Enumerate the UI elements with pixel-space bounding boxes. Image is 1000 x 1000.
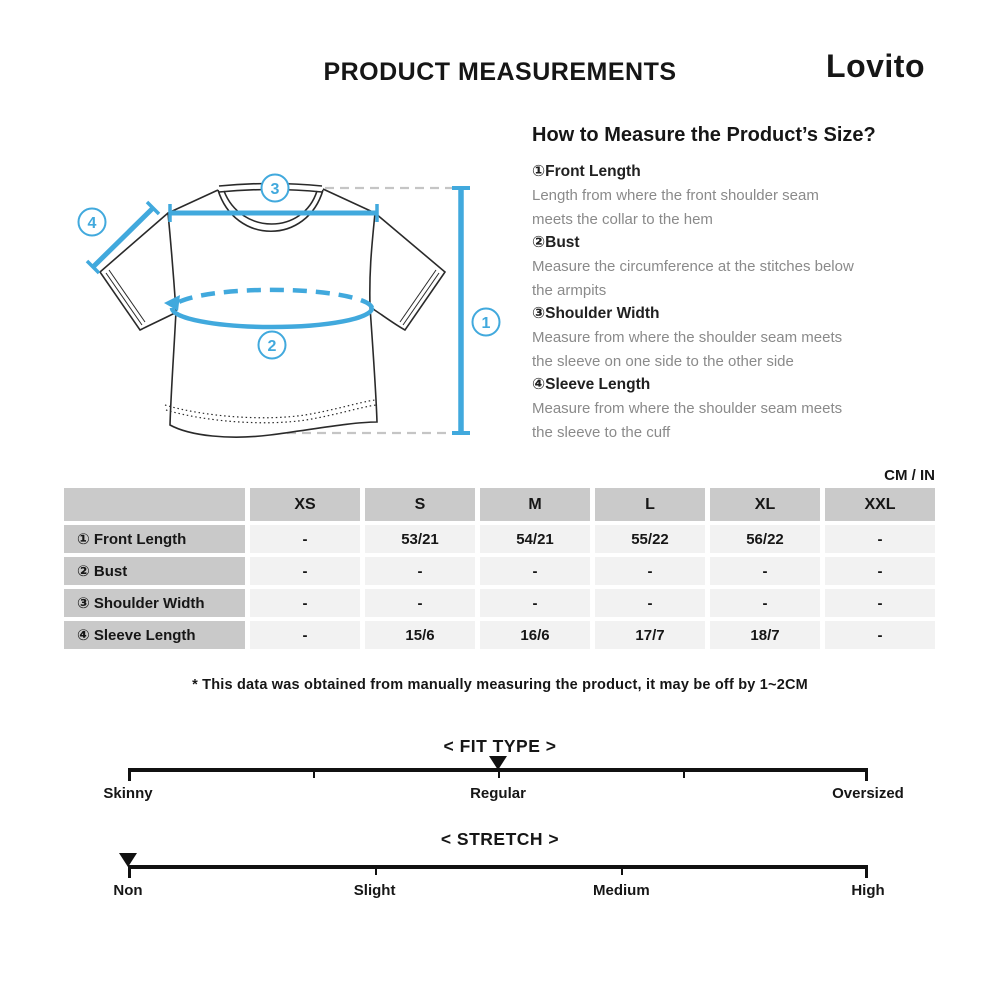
marker-1-label: 1 xyxy=(481,315,491,332)
table-cell: - xyxy=(250,525,360,553)
item-label: ①Front Length xyxy=(532,163,641,180)
how-to-measure-section xyxy=(532,124,952,444)
row-label-front-length: ① Front Length xyxy=(64,525,245,553)
table-cell: - xyxy=(825,525,935,553)
table-cell: 15/6 xyxy=(365,621,475,649)
stretch-tick xyxy=(375,865,377,875)
table-cell: 16/6 xyxy=(480,621,590,649)
item-description-line: Measure the circumference at the stitches below xyxy=(532,258,854,275)
how-to-item-front-length xyxy=(532,160,952,231)
item-description-line: Length from where the front shoulder seam xyxy=(532,187,819,204)
item-description-line: Measure from where the shoulder seam meets xyxy=(532,400,843,417)
table-cell: - xyxy=(250,589,360,617)
stretch-title: < STRETCH > xyxy=(440,829,560,849)
table-cell: - xyxy=(480,589,590,617)
fit-type-title: < FIT TYPE > xyxy=(443,736,557,756)
table-cell: - xyxy=(250,621,360,649)
table-cell: - xyxy=(595,589,705,617)
table-cell: - xyxy=(365,557,475,585)
table-cell: - xyxy=(480,557,590,585)
item-description-line: the armpits xyxy=(532,281,607,299)
table-cell: - xyxy=(825,621,935,649)
fit-type-tick xyxy=(683,768,685,778)
table-cell: - xyxy=(825,589,935,617)
column-header-xl: XL xyxy=(710,488,820,521)
marker-2-label: 2 xyxy=(267,338,277,355)
stretch-label-non: Non xyxy=(113,882,143,899)
column-header-s: S xyxy=(365,488,475,521)
stretch-scale-line xyxy=(128,865,868,869)
how-to-item-shoulder-width xyxy=(532,302,952,373)
fit-type-tick xyxy=(313,768,315,778)
how-to-item-bust xyxy=(532,231,952,302)
page-title: PRODUCT MEASUREMENTS xyxy=(323,58,677,86)
stretch-label-slight: Slight xyxy=(353,882,396,899)
fit-type-scale xyxy=(103,768,904,808)
fit-type-tick xyxy=(865,768,868,781)
marker-4-label: 4 xyxy=(87,215,97,232)
table-cell: 54/21 xyxy=(480,525,590,553)
table-cell: 55/22 xyxy=(595,525,705,553)
item-description-line: Measure from where the shoulder seam meets xyxy=(532,329,843,346)
fit-type-label-skinny: Skinny xyxy=(103,785,153,802)
table-cell: - xyxy=(710,557,820,585)
table-cell: 18/7 xyxy=(710,621,820,649)
tshirt-measurement-diagram xyxy=(55,150,515,470)
item-label: ③Shoulder Width xyxy=(532,305,660,322)
right-sleeve xyxy=(370,213,445,330)
stretch-tick xyxy=(621,865,623,875)
fit-type-tick xyxy=(128,768,131,781)
item-description-line: the sleeve to the cuff xyxy=(532,423,671,441)
column-header-xxl: XXL xyxy=(825,488,935,521)
fit-type-marker-triangle xyxy=(489,756,507,770)
item-label: ②Bust xyxy=(532,234,580,251)
brand-logo: Lovito xyxy=(826,48,925,84)
stretch-scale xyxy=(113,865,885,905)
tshirt-outline xyxy=(100,184,445,438)
item-description-line: meets the collar to the hem xyxy=(532,210,713,228)
row-label-sleeve-length: ④ Sleeve Length xyxy=(64,621,245,649)
column-header-m: M xyxy=(480,488,590,521)
stretch-tick xyxy=(865,865,868,878)
measurement-disclaimer: * This data was obtained from manually measuring the product, it may be off by 1~2CM xyxy=(192,677,808,693)
column-header-xs: XS xyxy=(250,488,360,521)
how-to-item-sleeve-length xyxy=(532,373,952,444)
table-cell: - xyxy=(250,557,360,585)
how-to-title: How to Measure the Product’s Size? xyxy=(532,124,876,146)
column-header-l: L xyxy=(595,488,705,521)
marker-3-label: 3 xyxy=(270,181,280,198)
table-cell: 53/21 xyxy=(365,525,475,553)
table-corner-cell xyxy=(64,488,245,521)
row-label-bust: ② Bust xyxy=(64,557,245,585)
table-cell: 17/7 xyxy=(595,621,705,649)
item-description-line: the sleeve on one side to the other side xyxy=(532,352,794,370)
stretch-label-high: High xyxy=(851,882,885,899)
fit-type-label-oversized: Oversized xyxy=(832,785,904,802)
unit-label: CM / IN xyxy=(884,467,935,484)
stretch-marker-triangle xyxy=(119,853,137,867)
table-cell: - xyxy=(365,589,475,617)
table-cell: 56/22 xyxy=(710,525,820,553)
stretch-label-medium: Medium xyxy=(593,882,650,899)
table-cell: - xyxy=(825,557,935,585)
row-label-shoulder-width: ③ Shoulder Width xyxy=(64,589,245,617)
item-label: ④Sleeve Length xyxy=(532,376,651,393)
fit-type-label-regular: Regular xyxy=(470,785,526,802)
table-cell: - xyxy=(710,589,820,617)
table-cell: - xyxy=(595,557,705,585)
size-table xyxy=(64,488,935,649)
tshirt-body xyxy=(168,189,377,437)
